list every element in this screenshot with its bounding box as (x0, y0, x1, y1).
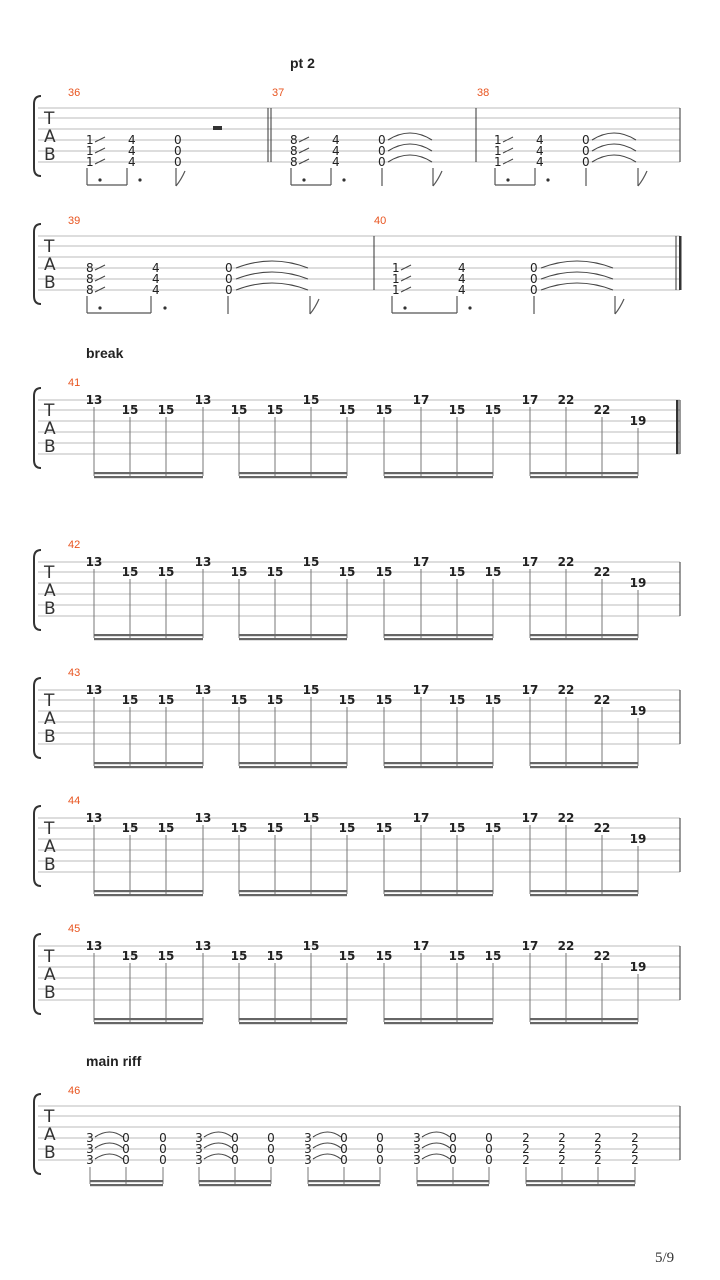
slur (422, 1143, 450, 1148)
fret-number: 15 (157, 403, 175, 417)
fret-number: 0 (582, 133, 590, 147)
fret-number: 13 (85, 683, 103, 697)
fret-number: 15 (157, 821, 175, 835)
fret-number: 2 (631, 1131, 639, 1145)
fret-number: 2 (594, 1153, 602, 1167)
fret-number: 0 (122, 1131, 130, 1145)
fret-number: 13 (194, 555, 212, 569)
measure-38 (494, 133, 647, 186)
fret-number: 1 (392, 261, 400, 275)
fret-number: 0 (174, 144, 182, 158)
fret-number: 0 (231, 1131, 239, 1145)
fret-number: 17 (521, 683, 539, 697)
fret-number: 13 (85, 939, 103, 953)
section-label-pt2: pt 2 (290, 55, 315, 71)
fret-number: 0 (174, 133, 182, 147)
ties (388, 133, 432, 162)
fret-number: 15 (484, 403, 502, 417)
tab-clef-b: B (44, 145, 56, 165)
fret-number: 15 (375, 821, 393, 835)
measure-number: 41 (68, 377, 81, 389)
fret-number: 0 (376, 1142, 384, 1156)
fret-number: 4 (128, 144, 136, 158)
fret-number: 0 (530, 283, 538, 297)
system-1 (34, 87, 680, 186)
slur (95, 1143, 123, 1148)
fret-number: 0 (225, 272, 233, 286)
fret-number: 0 (449, 1142, 457, 1156)
fret-number: 22 (593, 693, 611, 707)
fret-number: 22 (557, 811, 575, 825)
fret-number: 15 (338, 949, 356, 963)
measure-number: 45 (68, 923, 81, 935)
fret-number: 8 (290, 133, 298, 147)
fret-number: 3 (304, 1153, 312, 1167)
fret-number: 8 (86, 272, 94, 286)
fret-number: 15 (157, 565, 175, 579)
fret-number: 17 (521, 939, 539, 953)
system-break-3 (34, 667, 680, 768)
fret-number: 4 (536, 133, 544, 147)
fret-number: 2 (631, 1153, 639, 1167)
tab-clef-b: B (44, 855, 56, 875)
fret-number: 15 (448, 693, 466, 707)
fret-number: 22 (557, 393, 575, 407)
measure-37 (290, 133, 442, 186)
fret-number: 15 (121, 821, 139, 835)
fret-number: 3 (86, 1142, 94, 1156)
section-label-main-riff: main riff (86, 1053, 142, 1069)
fret-number: 15 (266, 821, 284, 835)
fret-number: 3 (304, 1131, 312, 1145)
system-main-riff (34, 1085, 680, 1186)
measure-number: 43 (68, 667, 81, 679)
fret-number: 13 (194, 811, 212, 825)
fret-number: 1 (86, 133, 94, 147)
fret-number: 3 (413, 1153, 421, 1167)
fret-number: 2 (631, 1142, 639, 1156)
fret-number: 1 (392, 283, 400, 297)
fret-number: 15 (338, 565, 356, 579)
fret-number: 0 (267, 1153, 275, 1167)
measure-39 (86, 261, 319, 314)
fret-number: 13 (194, 939, 212, 953)
fret-number: 15 (448, 821, 466, 835)
tab-clef-t: T (44, 401, 55, 421)
tab-clef-t: T (44, 237, 55, 257)
fret-number: 0 (231, 1153, 239, 1167)
fret-number: 15 (157, 949, 175, 963)
fret-number: 15 (484, 821, 502, 835)
fret-number: 13 (85, 393, 103, 407)
slur (422, 1132, 450, 1137)
fret-number: 15 (266, 403, 284, 417)
fret-number: 3 (413, 1131, 421, 1145)
fret-number: 8 (290, 144, 298, 158)
measure-number: 42 (68, 539, 81, 551)
tab-clef-a: A (44, 127, 56, 147)
tab-clef-t: T (44, 947, 55, 967)
system-2 (34, 215, 682, 314)
measure-number: 39 (68, 215, 81, 227)
measure-number: 46 (68, 1085, 81, 1097)
fret-number: 22 (593, 565, 611, 579)
fret-number: 13 (194, 393, 212, 407)
fret-number: 0 (376, 1153, 384, 1167)
fret-number: 0 (231, 1142, 239, 1156)
tab-clef-a: A (44, 419, 56, 439)
measure-number: 40 (374, 215, 387, 227)
fret-number: 15 (121, 693, 139, 707)
fret-number: 17 (412, 683, 430, 697)
section-label-break: break (86, 345, 124, 361)
fret-number: 4 (458, 272, 466, 286)
fret-number: 15 (230, 565, 248, 579)
fret-number: 4 (128, 155, 136, 169)
fret-number: 2 (558, 1142, 566, 1156)
fret-number: 15 (266, 693, 284, 707)
fret-number: 0 (485, 1153, 493, 1167)
tab-clef-t: T (44, 109, 55, 129)
fret-number: 15 (121, 949, 139, 963)
fret-number: 17 (412, 811, 430, 825)
fret-number: 4 (332, 144, 340, 158)
fret-number: 0 (582, 155, 590, 169)
fret-number: 19 (629, 832, 647, 846)
slur (313, 1154, 341, 1159)
fret-number: 0 (530, 261, 538, 275)
fret-number: 15 (484, 565, 502, 579)
ties (592, 133, 636, 162)
fret-number: 0 (376, 1131, 384, 1145)
fret-number: 4 (152, 272, 160, 286)
fret-number: 15 (230, 949, 248, 963)
fret-number: 4 (536, 144, 544, 158)
fret-number: 22 (593, 403, 611, 417)
fret-number: 0 (267, 1142, 275, 1156)
fret-number: 22 (557, 555, 575, 569)
slur (313, 1143, 341, 1148)
fret-number: 4 (458, 283, 466, 297)
fret-number: 19 (629, 960, 647, 974)
fret-number: 4 (332, 155, 340, 169)
fret-number: 2 (558, 1153, 566, 1167)
fret-number: 0 (122, 1142, 130, 1156)
tab-clef-b: B (44, 599, 56, 619)
fret-number: 19 (629, 704, 647, 718)
fret-number: 3 (304, 1142, 312, 1156)
tab-clef-a: A (44, 1125, 56, 1145)
fret-number: 15 (157, 693, 175, 707)
fret-number: 1 (494, 155, 502, 169)
fret-number: 0 (225, 261, 233, 275)
fret-number: 2 (594, 1142, 602, 1156)
system-break-4 (34, 795, 680, 896)
fret-number: 2 (594, 1131, 602, 1145)
fret-number: 3 (86, 1131, 94, 1145)
fret-number: 15 (266, 565, 284, 579)
fret-number: 15 (338, 693, 356, 707)
fret-number: 15 (302, 555, 320, 569)
fret-number: 4 (152, 283, 160, 297)
fret-number: 0 (378, 144, 386, 158)
fret-number: 15 (230, 693, 248, 707)
fret-number: 15 (375, 565, 393, 579)
fret-number: 1 (86, 144, 94, 158)
ties (236, 261, 308, 290)
fret-number: 8 (290, 155, 298, 169)
break-systems (34, 377, 680, 1024)
fret-number: 17 (412, 393, 430, 407)
fret-number: 15 (338, 403, 356, 417)
fret-number: 22 (557, 939, 575, 953)
tab-clef-t: T (44, 563, 55, 583)
fret-number: 17 (412, 555, 430, 569)
fret-number: 0 (530, 272, 538, 286)
tab-clef-a: A (44, 965, 56, 985)
fret-number: 0 (159, 1131, 167, 1145)
fret-number: 0 (174, 155, 182, 169)
rest (213, 126, 222, 130)
fret-number: 15 (230, 403, 248, 417)
fret-number: 0 (449, 1131, 457, 1145)
fret-number: 17 (521, 555, 539, 569)
slur (204, 1132, 232, 1137)
fret-number: 1 (494, 144, 502, 158)
system-break-5 (34, 923, 680, 1024)
fret-number: 15 (448, 403, 466, 417)
fret-number: 15 (375, 403, 393, 417)
system-break-1 (34, 377, 680, 478)
fret-number: 3 (195, 1153, 203, 1167)
tab-clef-t: T (44, 1107, 55, 1127)
fret-number: 15 (338, 821, 356, 835)
measure-number: 44 (68, 795, 81, 807)
fret-number: 4 (536, 155, 544, 169)
fret-number: 4 (128, 133, 136, 147)
tab-clef-t: T (44, 691, 55, 711)
fret-number: 2 (558, 1131, 566, 1145)
measure-40 (392, 261, 624, 314)
fret-number: 4 (332, 133, 340, 147)
fret-number: 15 (302, 811, 320, 825)
fret-number: 15 (230, 821, 248, 835)
fret-number: 15 (121, 565, 139, 579)
fret-number: 0 (159, 1142, 167, 1156)
fret-number: 22 (593, 821, 611, 835)
fret-number: 15 (448, 949, 466, 963)
fret-number: 3 (195, 1131, 203, 1145)
tab-clef-b: B (44, 273, 56, 293)
fret-number: 15 (484, 949, 502, 963)
fret-number: 4 (152, 261, 160, 275)
slur (95, 1132, 123, 1137)
fret-number: 15 (266, 949, 284, 963)
fret-number: 22 (557, 683, 575, 697)
slur (422, 1154, 450, 1159)
fret-number: 17 (412, 939, 430, 953)
fret-number: 0 (340, 1142, 348, 1156)
fret-number: 3 (195, 1142, 203, 1156)
fret-number: 2 (522, 1131, 530, 1145)
fret-number: 15 (302, 939, 320, 953)
fret-number: 15 (302, 393, 320, 407)
tab-clef-a: A (44, 581, 56, 601)
fret-number: 0 (225, 283, 233, 297)
fret-number: 0 (485, 1142, 493, 1156)
fret-number: 19 (629, 576, 647, 590)
fret-number: 0 (485, 1131, 493, 1145)
tab-clef-a: A (44, 709, 56, 729)
fret-number: 8 (86, 283, 94, 297)
fret-number: 8 (86, 261, 94, 275)
fret-number: 3 (413, 1142, 421, 1156)
fret-number: 15 (484, 693, 502, 707)
fret-number: 19 (629, 414, 647, 428)
fret-number: 0 (378, 133, 386, 147)
tab-clef-a: A (44, 837, 56, 857)
fret-number: 2 (522, 1153, 530, 1167)
fret-number: 0 (340, 1131, 348, 1145)
fret-number: 15 (375, 693, 393, 707)
fret-number: 2 (522, 1142, 530, 1156)
fret-number: 15 (121, 403, 139, 417)
measure-number: 38 (477, 87, 490, 99)
fret-number: 15 (375, 949, 393, 963)
fret-number: 17 (521, 393, 539, 407)
tab-clef-b: B (44, 727, 56, 747)
fret-number: 22 (593, 949, 611, 963)
ties (541, 261, 613, 290)
tab-clef-a: A (44, 255, 56, 275)
fret-number: 1 (86, 155, 94, 169)
slur (313, 1132, 341, 1137)
fret-number: 0 (378, 155, 386, 169)
tab-clef-b: B (44, 983, 56, 1003)
fret-number: 13 (194, 683, 212, 697)
fret-number: 13 (85, 555, 103, 569)
tab-clef-t: T (44, 819, 55, 839)
fret-number: 0 (159, 1153, 167, 1167)
fret-number: 1 (494, 133, 502, 147)
fret-number: 17 (521, 811, 539, 825)
slur (204, 1143, 232, 1148)
fret-number: 0 (267, 1131, 275, 1145)
fret-number: 4 (458, 261, 466, 275)
system-break-2 (34, 539, 680, 640)
fret-number: 1 (392, 272, 400, 286)
measure-number: 37 (272, 87, 285, 99)
fret-number: 15 (448, 565, 466, 579)
measure-36 (86, 126, 222, 186)
tab-clef-b: B (44, 1143, 56, 1163)
fret-number: 0 (449, 1153, 457, 1167)
fret-number: 0 (582, 144, 590, 158)
page-number: 5/9 (655, 1250, 675, 1266)
tab-clef-b: B (44, 437, 56, 457)
slur (204, 1154, 232, 1159)
fret-number: 13 (85, 811, 103, 825)
slur (95, 1154, 123, 1159)
measure-number: 36 (68, 87, 81, 99)
fret-number: 3 (86, 1153, 94, 1167)
fret-number: 15 (302, 683, 320, 697)
fret-number: 0 (122, 1153, 130, 1167)
fret-number: 0 (340, 1153, 348, 1167)
